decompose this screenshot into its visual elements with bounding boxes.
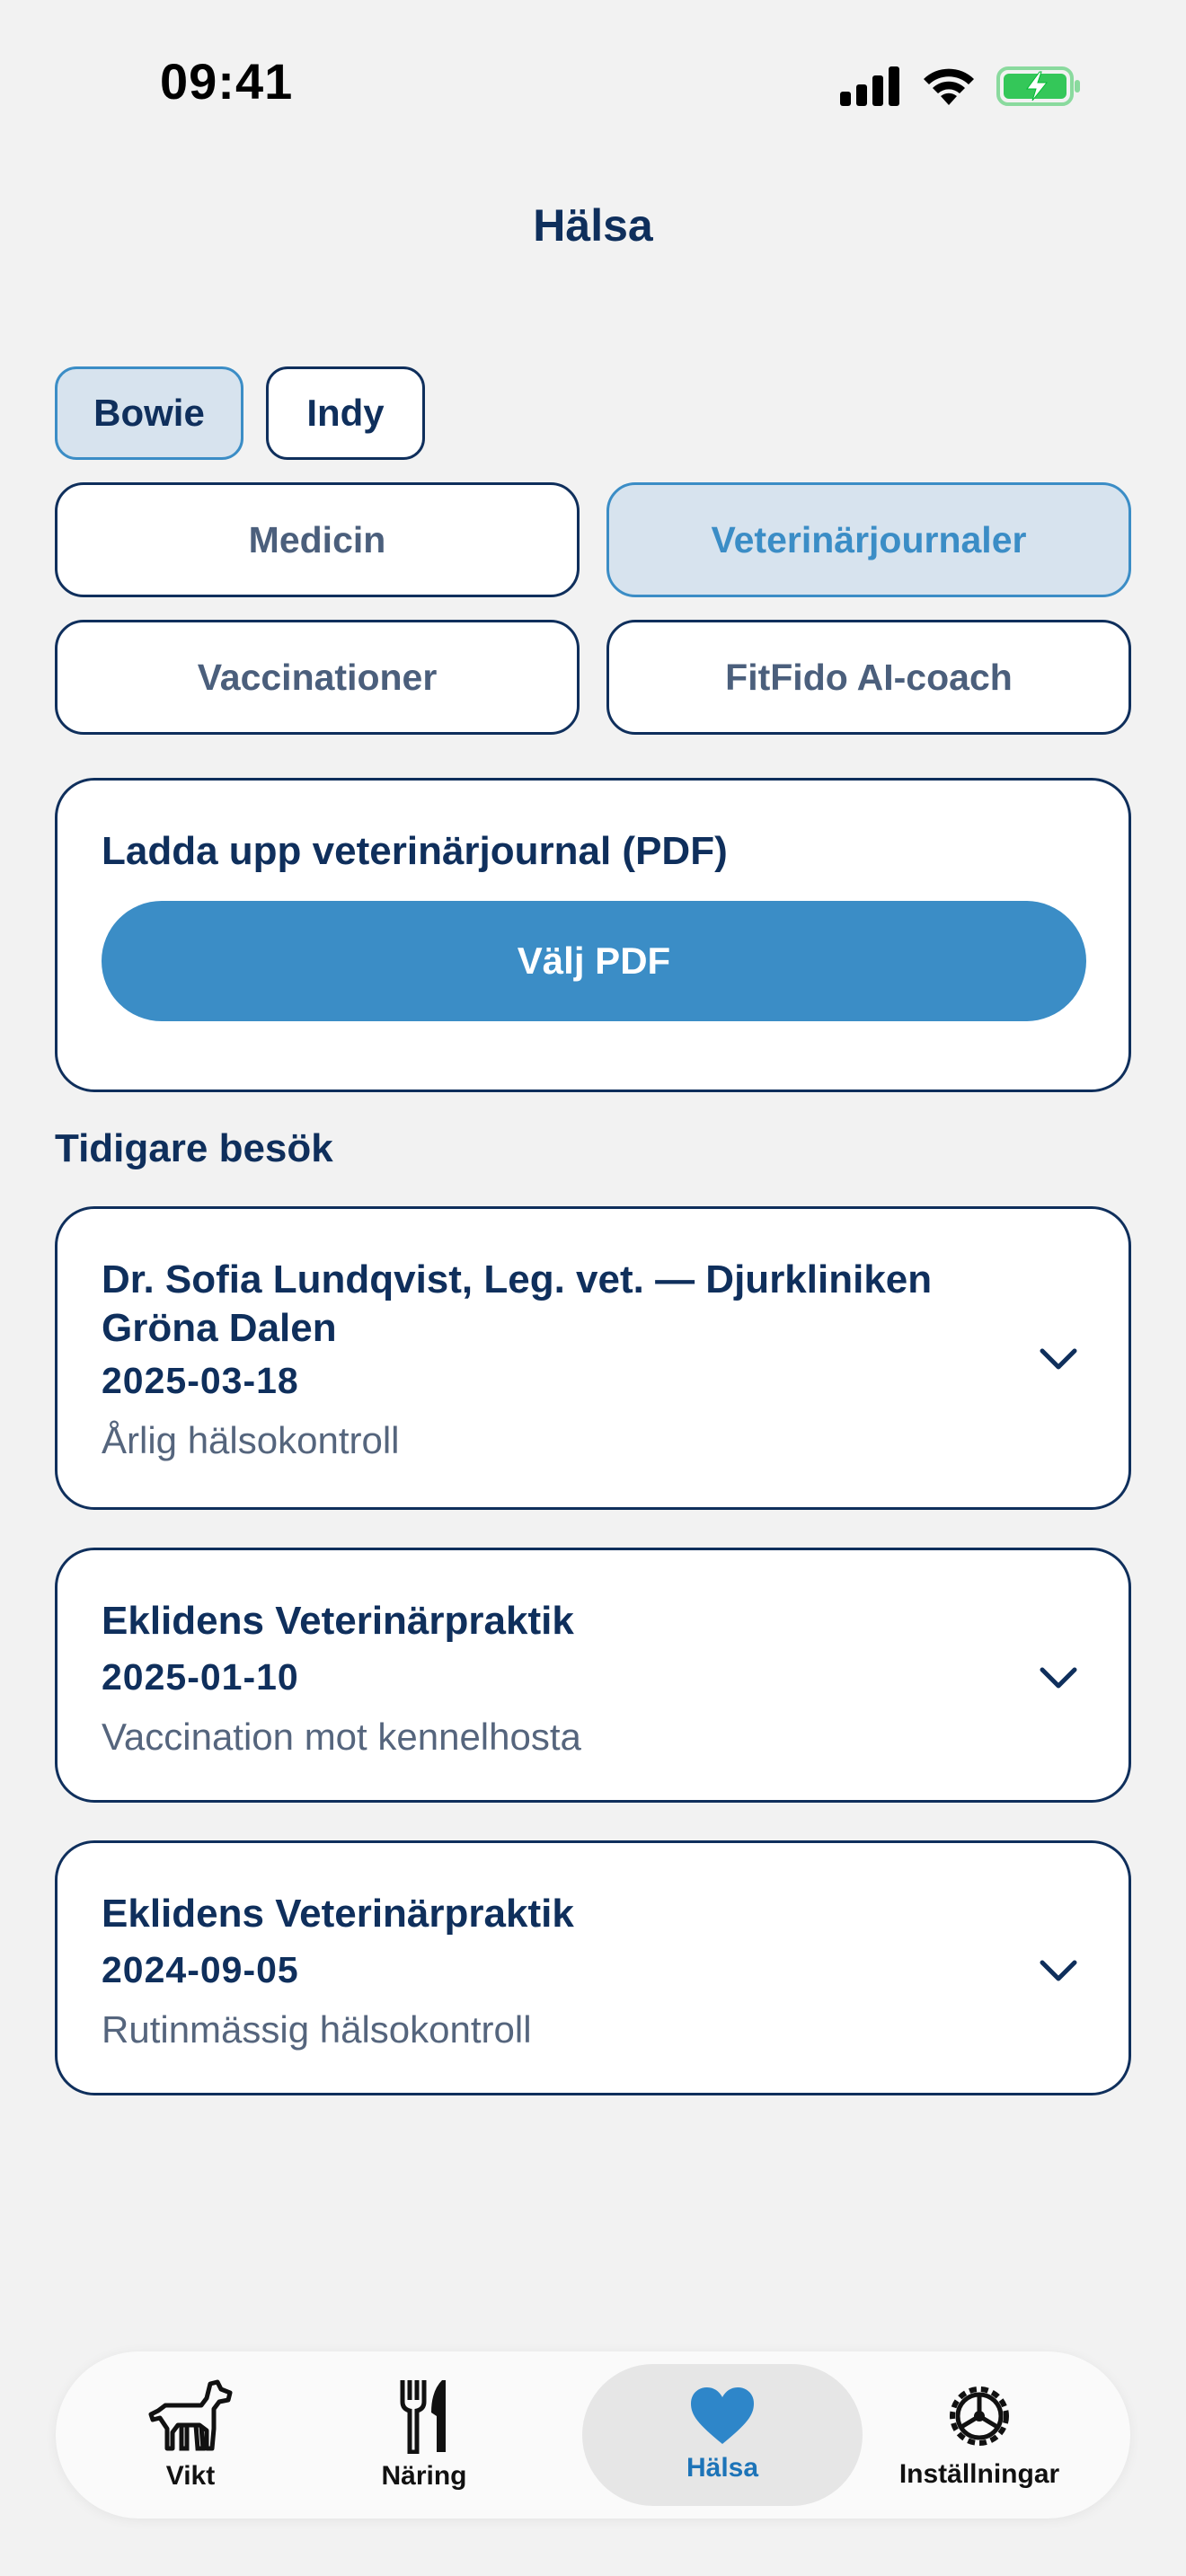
status-icons [840,63,1083,110]
dog-chip-indy[interactable]: Indy [266,366,425,460]
visit-card[interactable] [55,1206,1131,1510]
segment-ai-coach[interactable]: FitFido AI-coach [606,620,1131,735]
visit-date: 2025-03-18 [102,1360,299,1401]
fork-knife-icon [397,2378,451,2454]
status-time: 09:41 [160,53,294,110]
gear-icon [943,2380,1015,2452]
choose-pdf-button[interactable]: Välj PDF [102,901,1086,1021]
battery-icon [996,65,1083,108]
tab-label: Inställningar [898,2459,1060,2489]
segment-veterinarjournaler[interactable]: Veterinärjournaler [606,482,1131,597]
visit-description: Rutinmässig hälsokontroll [102,2008,532,2051]
segment-vaccinationer[interactable]: Vaccinationer [55,620,580,735]
upload-card [55,778,1131,1092]
tab-halsa[interactable] [622,2351,823,2519]
signal-icon [840,66,901,106]
visit-date: 2025-01-10 [102,1656,299,1698]
tab-label: Vikt [165,2461,216,2491]
chevron-down-icon[interactable] [1039,1958,1078,1983]
visit-title: Eklidens Veterinärpraktik [102,1599,574,1643]
previous-visits-title: Tidigare besök [55,1126,333,1170]
tab-installningar[interactable] [881,2351,1078,2519]
visit-date: 2024-09-05 [102,1949,299,1990]
dog-icon [146,2378,235,2454]
visit-description: Vaccination mot kennelhosta [102,1716,581,1758]
visit-card[interactable] [55,1548,1131,1803]
upload-title: Ladda upp veterinärjournal (PDF) [102,829,728,873]
visit-card[interactable] [55,1840,1131,2095]
chevron-down-icon[interactable] [1039,1665,1078,1690]
tab-label: Näring [381,2461,467,2491]
visit-title: Dr. Sofia Lundqvist, Leg. vet. — Djurkliniken Gröna Dalen [102,1257,933,1350]
visit-title: Eklidens Veterinärpraktik [102,1892,574,1936]
visit-description: Årlig hälsokontroll [102,1419,400,1461]
segment-medicin[interactable]: Medicin [55,482,580,597]
page-title: Hälsa [533,200,653,251]
heart-icon [689,2386,756,2446]
tab-vikt[interactable] [92,2351,289,2519]
tab-naring[interactable] [325,2351,523,2519]
tab-bar [56,2351,1130,2519]
tab-label: Hälsa [686,2453,759,2483]
dog-chip-bowie[interactable]: Bowie [55,366,243,460]
wifi-icon [921,66,977,107]
chevron-down-icon[interactable] [1039,1346,1078,1372]
